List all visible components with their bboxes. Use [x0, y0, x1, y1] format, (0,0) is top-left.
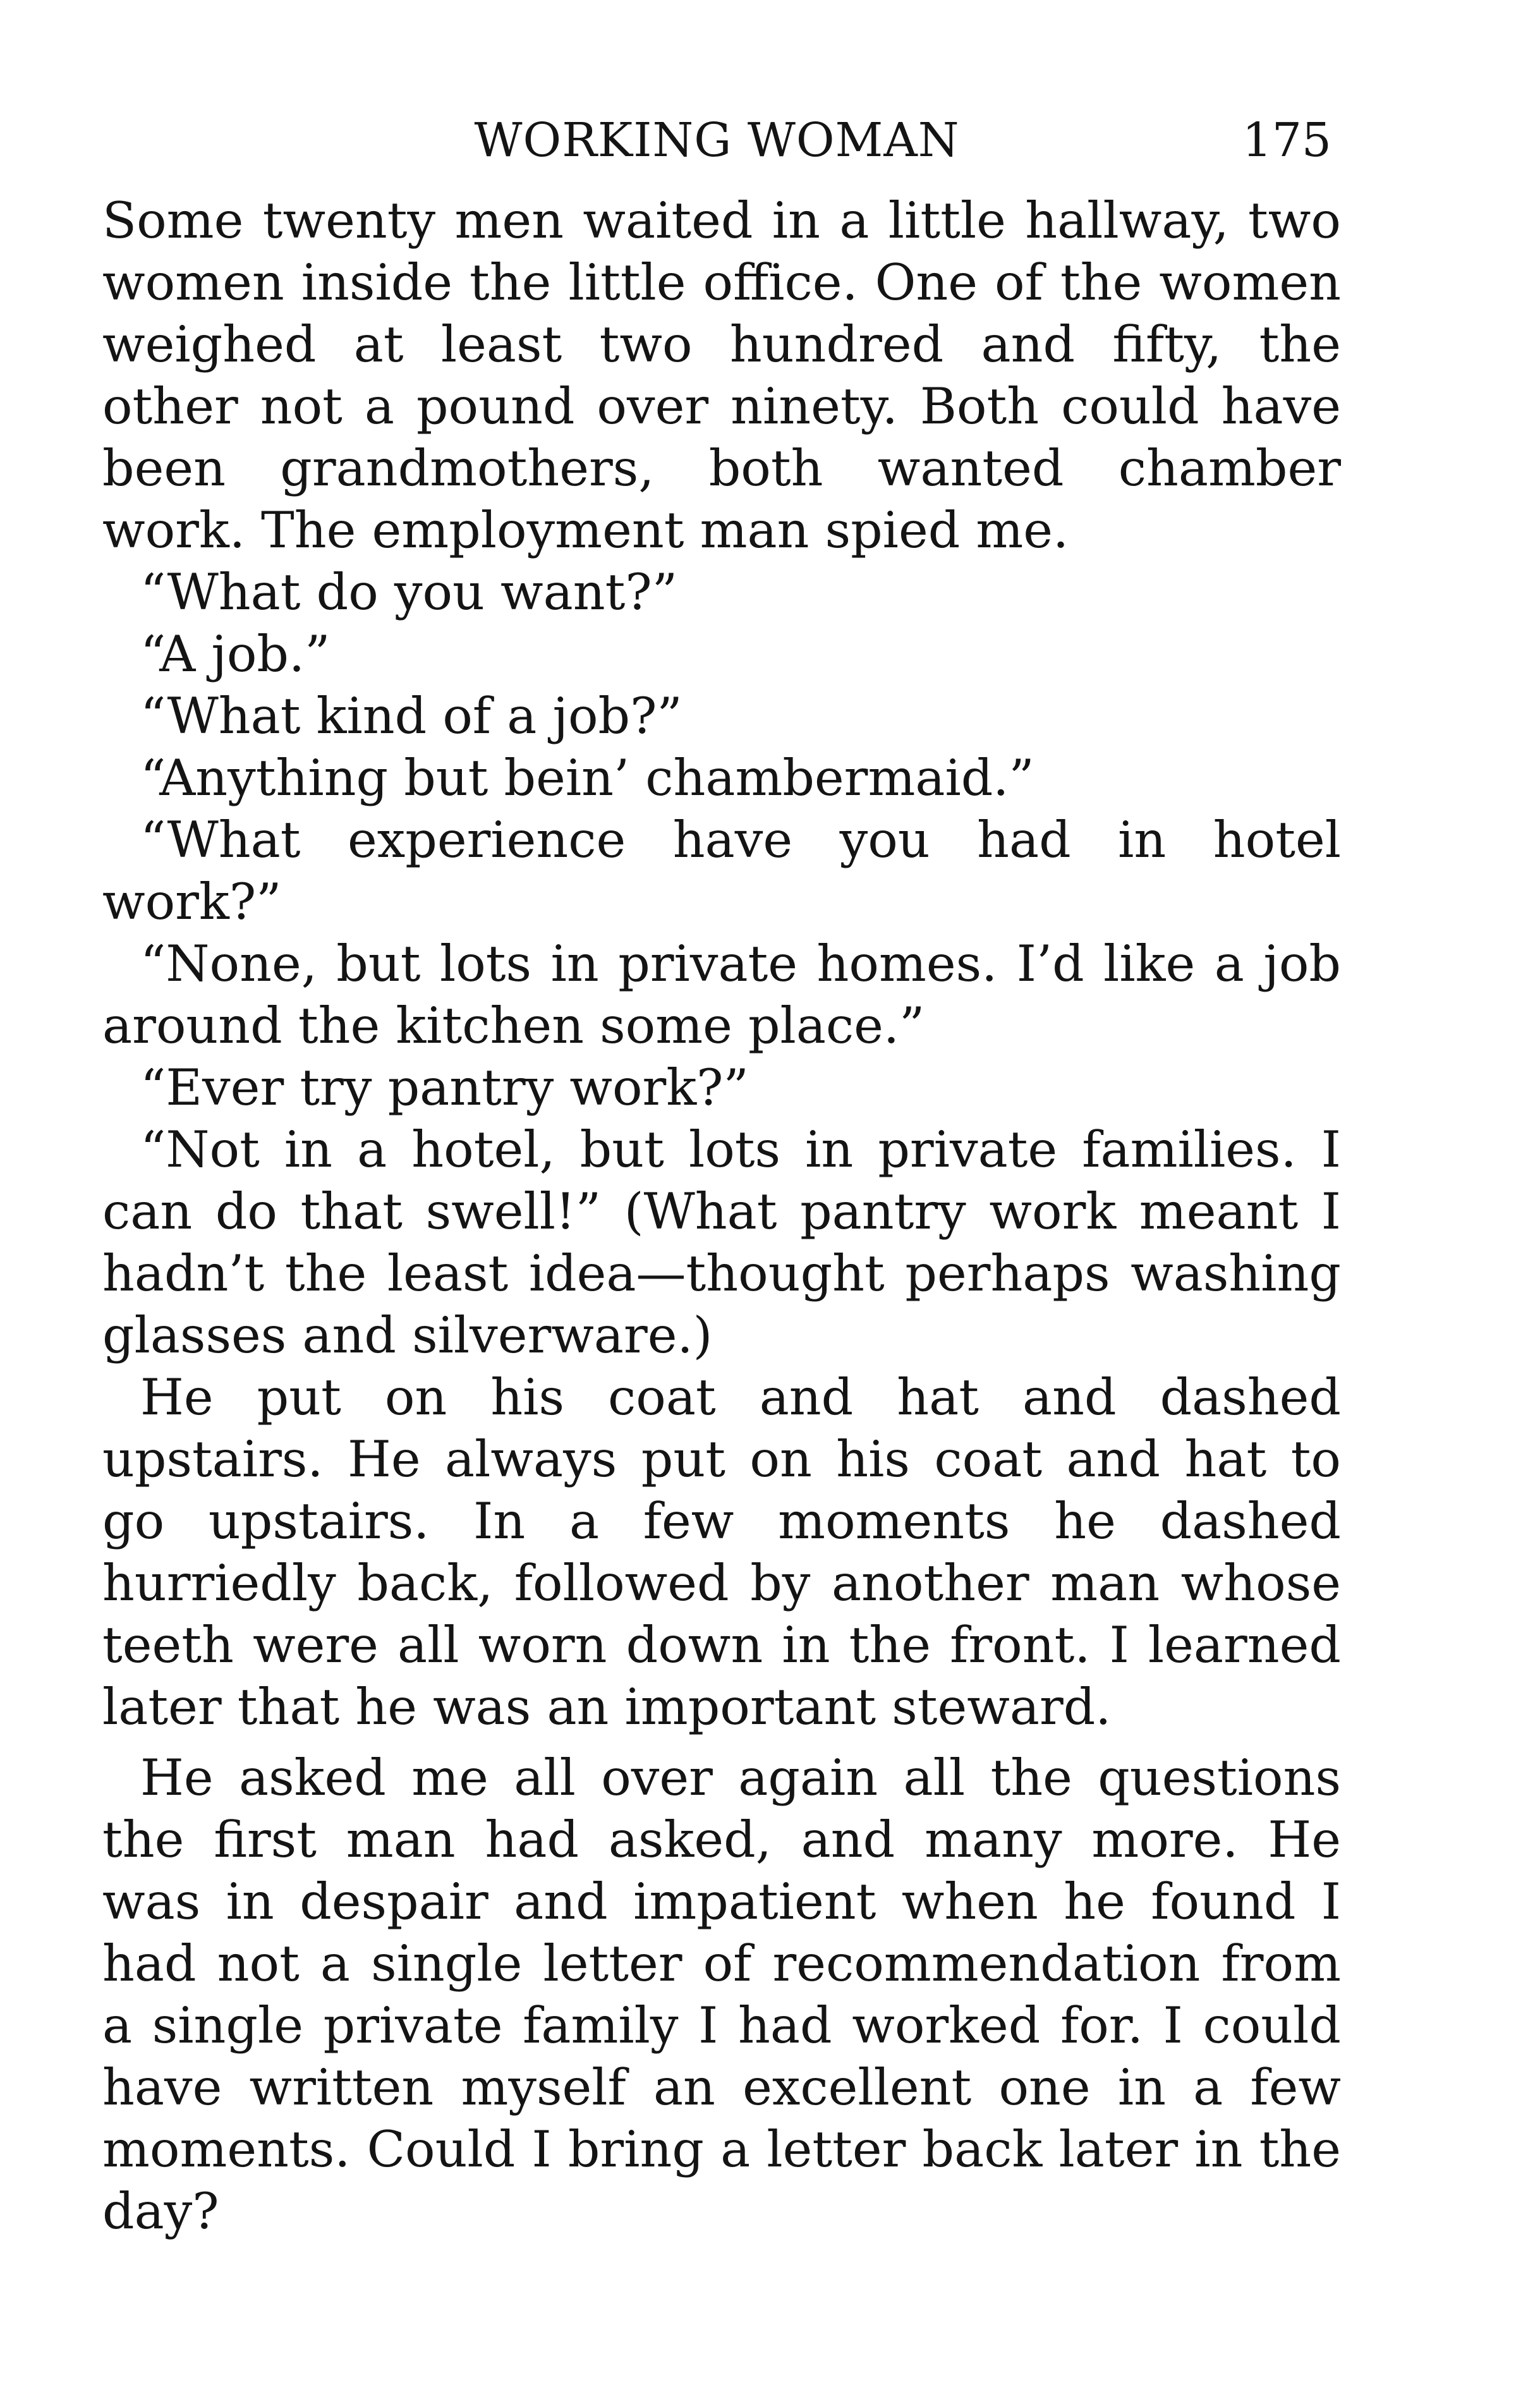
- paragraph: “Anything but bein’ chambermaid.”: [140, 749, 1034, 807]
- paragraph: “What kind of a job?”: [140, 687, 682, 745]
- page-number: 175: [1242, 113, 1331, 167]
- paragraph: He asked me all over again all the questions the first man had asked, and many more. He was in despair and impatient when he found I had not a single letter of recommendation from a single private family I had worked for. I could have written myself an excellent one in a few moments. Could I bring a letter back later in the day?: [102, 1749, 1341, 2240]
- body-text: [102, 190, 1341, 2242]
- paragraph: “A job.”: [140, 625, 330, 683]
- paragraph: “None, but lots in private homes. I’d like a job around the kitchen some place.”: [102, 935, 1341, 1055]
- paragraph: “Ever try pantry work?”: [140, 1059, 749, 1117]
- running-head: [102, 109, 1331, 178]
- paragraph: “What experience have you had in hotel work?”: [102, 811, 1341, 931]
- paragraph: “Not in a hotel, but lots in private families. I can do that swell!” (What pantry work meant I hadn’t the least idea—thought perhaps washing glasses and silverware.): [102, 1121, 1341, 1364]
- running-head-title: WORKING WOMAN: [474, 113, 960, 167]
- paragraph: He put on his coat and hat and dashed upstairs. He always put on his coat and hat to go upstairs. In a few moments he dashed hurriedly back, followed by another man whose teeth were all worn down in the front. I learned later that he was an important steward.: [102, 1368, 1341, 1736]
- paragraph: “What do you want?”: [140, 563, 678, 621]
- paragraph: Some twenty men waited in a little hallway, two women inside the little office. One of the women weighed at least two hundred and fifty, the other not a pound over ninety. Both could have been grandmothers, both wanted chamber work. The employment man spied me.: [102, 191, 1341, 559]
